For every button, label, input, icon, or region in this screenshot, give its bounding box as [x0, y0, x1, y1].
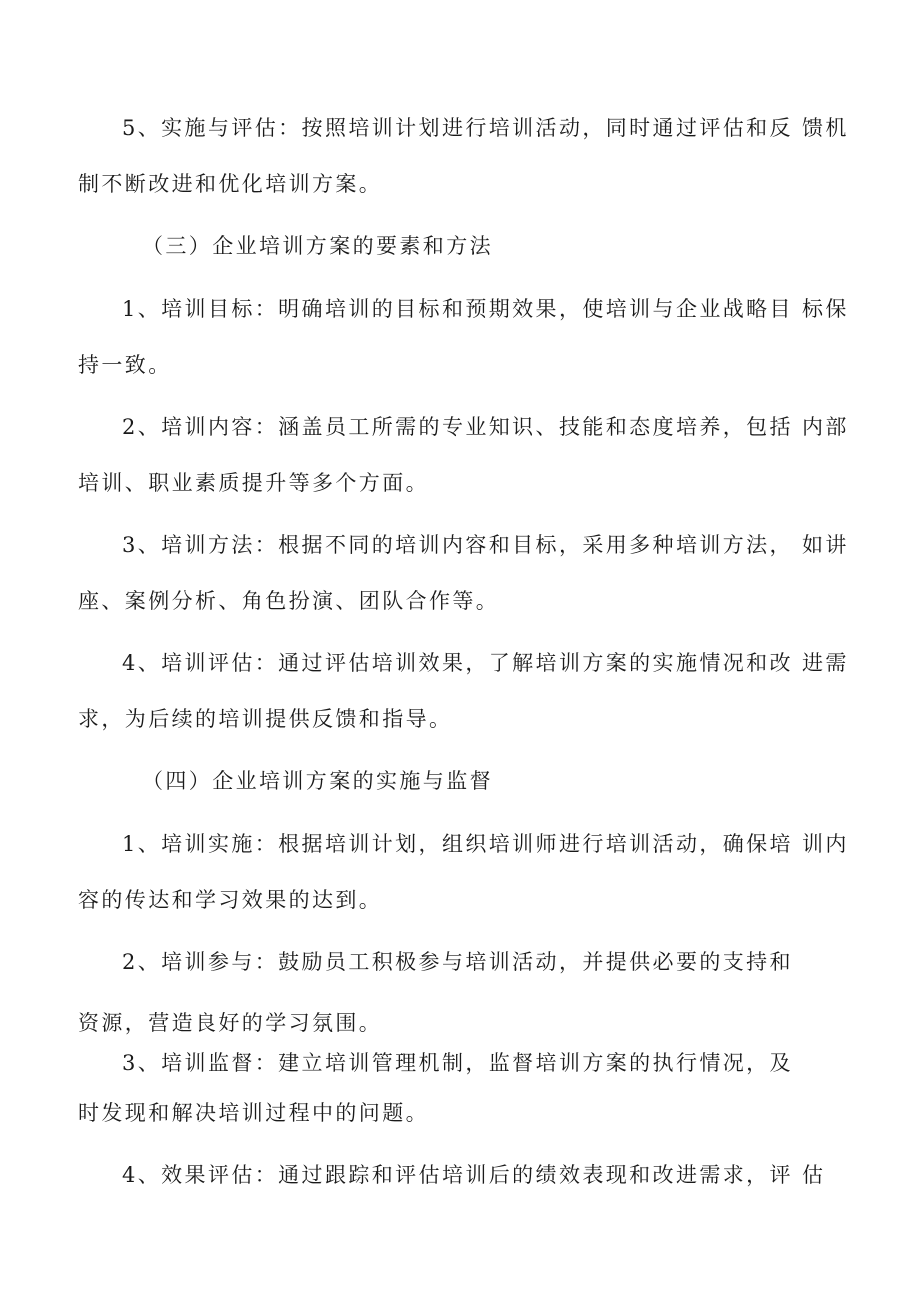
paragraph-line: 4、培训评估：通过评估培训效果，了解培训方案的实施情况和改 进需 — [122, 651, 849, 675]
paragraph-line: 制不断改进和优化培训方案。 — [78, 172, 383, 196]
paragraph-line: 3、培训方法：根据不同的培训内容和目标，采用多种培训方法， 如讲 — [122, 533, 849, 557]
paragraph-line: 资源，营造良好的学习氛围。 — [78, 1011, 383, 1035]
section-heading: （三）企业培训方案的要素和方法 — [142, 234, 493, 258]
paragraph-line: 求，为后续的培训提供反馈和指导。 — [78, 707, 453, 731]
section-heading: （四）企业培训方案的实施与监督 — [142, 769, 493, 793]
paragraph-line: 时发现和解决培训过程中的问题。 — [78, 1101, 429, 1125]
paragraph-line: 座、案例分析、角色扮演、团队合作等。 — [78, 589, 500, 613]
paragraph-line: 2、培训内容：涵盖员工所需的专业知识、技能和态度培养，包括 内部 — [122, 415, 849, 439]
paragraph-line: 3、培训监督：建立培训管理机制，监督培训方案的执行情况，及 — [122, 1051, 793, 1075]
paragraph-line: 2、培训参与：鼓励员工积极参与培训活动，并提供必要的支持和 — [122, 950, 793, 974]
paragraph-line: 1、培训目标：明确培训的目标和预期效果，使培训与企业战略目 标保 — [122, 297, 849, 321]
paragraph-line: 容的传达和学习效果的达到。 — [78, 888, 383, 912]
paragraph-line: 5、实施与评估：按照培训计划进行培训活动，同时通过评估和反 馈机 — [122, 116, 849, 140]
paragraph-line: 培训、职业素质提升等多个方面。 — [78, 471, 429, 495]
paragraph-line: 持一致。 — [78, 353, 172, 377]
paragraph-line: 4、效果评估：通过跟踪和评估培训后的绩效表现和改进需求，评 估 — [122, 1163, 826, 1187]
paragraph-line: 1、培训实施：根据培训计划，组织培训师进行培训活动，确保培 训内 — [122, 832, 849, 856]
